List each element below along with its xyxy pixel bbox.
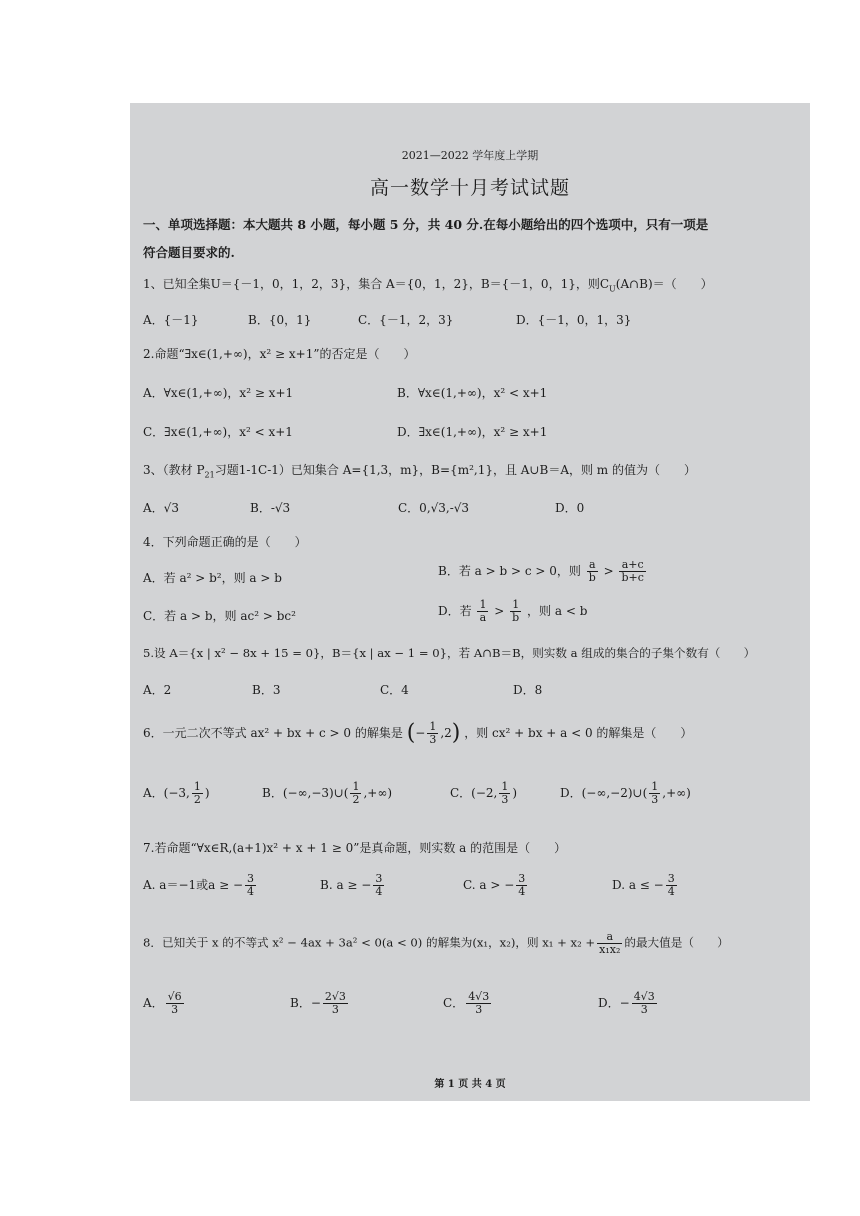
section-instructions-line1: 一、单项选择题：本大题共 8 小题，每小题 5 分，共 40 分.在每小题给出的四个选项中，只有一项是 — [143, 217, 709, 232]
fraction: $\frac{1}{a}$ — [479, 598, 487, 624]
question-6-option-c: C．(−2, $\frac{1}{3}$ ) — [450, 780, 518, 806]
question-3-option-c: C．0,√3,-√3 — [398, 501, 470, 515]
fraction: $\frac{1}{b}$ — [512, 598, 520, 624]
fraction: $\frac{1}{2}$ — [352, 780, 360, 806]
fraction: $\frac{3}{4}$ — [247, 872, 255, 898]
fraction: $\frac{3}{4}$ — [375, 872, 383, 898]
question-1-option-c: C．{－1，2，3} — [358, 313, 454, 327]
fraction: $\frac{1}{3}$ — [501, 780, 509, 806]
question-2-option-d: D．∃x∈(1,+∞)，x² ≥ x+1 — [397, 425, 548, 439]
question-4-option-b: B．若 a > b > c > 0，则 $\frac{a}{b}$ > $\frac{a+c}{b+c}$ — [438, 558, 644, 584]
school-year: 2021—2022 学年度上学期 — [401, 149, 539, 162]
question-4-option-a: A．若 a² > b²，则 a > b — [143, 571, 282, 585]
question-5-option-a: A．2 — [143, 683, 172, 697]
question-1-option-d: D．{－1，0，1，3} — [516, 313, 632, 327]
question-1-option-a: A．{－1} — [143, 313, 199, 327]
question-8-option-c: C． $\frac{4√3}{3}$ — [443, 990, 490, 1016]
question-6-option-b: B．(−∞,−3)∪( $\frac{1}{2}$ ,+∞) — [262, 780, 393, 806]
question-6-option-a: A．(−3, $\frac{1}{2}$ ) — [143, 780, 210, 806]
question-4-stem: 4．下列命题正确的是（ ） — [143, 535, 307, 549]
question-5-option-c: C．4 — [380, 683, 409, 697]
question-3-option-a: A．√3 — [143, 501, 179, 515]
question-1-option-b: B．{0，1} — [248, 313, 312, 327]
question-7-option-c: C. a > − $\frac{3}{4}$ — [463, 872, 526, 898]
question-5-option-d: D．8 — [513, 683, 543, 697]
question-8-stem: 8．已知关于 x 的不等式 x² − 4ax + 3a² < 0(a < 0) 的解集为(x₁，x₂)，则 x₁ + x₂ + $\frac{a}{\text{x₁x₂}}$ 的最大值是（ ） — [143, 930, 729, 956]
question-3-option-b: B．-√3 — [250, 501, 291, 515]
question-8-option-a: A． $\frac{√6}{3}$ — [143, 990, 182, 1016]
question-8-option-d: D．− $\frac{4√3}{3}$ — [598, 990, 655, 1016]
fraction: $\frac{4√3}{3}$ — [468, 990, 490, 1016]
fraction: $\frac{3}{4}$ — [667, 872, 675, 898]
fraction: $\frac{3}{4}$ — [518, 872, 526, 898]
fraction: $\frac{1}{3}$ — [429, 720, 437, 746]
fraction: $\frac{√6}{3}$ — [167, 990, 182, 1016]
fraction: $\frac{a+c}{b+c}$ — [621, 558, 644, 584]
question-1-stem: 1、已知全集U＝{－1，0，1，2，3}，集合 A＝{0，1，2}，B＝{－1，0，1}，则$C_U(A\cap B)=$（ ） — [143, 277, 713, 294]
question-6-option-d: D．(−∞,−2)∪( $\frac{1}{3}$ ,+∞) — [560, 780, 691, 806]
exam-page — [130, 103, 810, 1101]
question-2-stem: 2.命题“∃x∈(1,+∞)，x² ≥ x+1”的否定是（ ） — [143, 347, 416, 361]
question-6-stem: 6．一元二次不等式 ax² + bx + c > 0 的解集是 (− $\frac{1}{3}$ ,2) ，则 cx² + bx + a < 0 的解集是（ ） — [143, 720, 693, 746]
question-3-option-d: D．0 — [555, 501, 585, 515]
question-5-option-b: B．3 — [252, 683, 281, 697]
question-3-stem: 3、（教材 $P_{21}$习题1-1C-1）已知集合 A={1,3，m}，B={m²,1}，且 A∪B＝A，则 m 的值为（ ） — [143, 463, 696, 480]
question-4-option-c: C．若 a > b，则 ac² > bc² — [143, 609, 296, 623]
question-8-option-b: B．− $\frac{2√3}{3}$ — [290, 990, 346, 1016]
question-5-stem: 5.设 A＝{x | x² − 8x + 15 = 0}，B＝{x | ax − 1 = 0}，若 A∩B＝B，则实数 a 组成的集合的子集个数有（ ） — [143, 646, 756, 660]
fraction: $\frac{1}{3}$ — [651, 780, 659, 806]
fraction: $\frac{a}{b}$ — [588, 558, 596, 584]
question-2-option-a: A．∀x∈(1,+∞)，x² ≥ x+1 — [143, 386, 294, 400]
section-instructions-line2: 符合题目要求的. — [143, 245, 235, 260]
question-2-option-b: B．∀x∈(1,+∞)，x² < x+1 — [397, 386, 548, 400]
exam-title: 高一数学十月考试试题 — [369, 177, 570, 199]
question-2-option-c: C．∃x∈(1,+∞)，x² < x+1 — [143, 425, 293, 439]
fraction: $\frac{a}{\text{x₁x₂}}$ — [599, 930, 621, 956]
question-7-option-d: D. a ≤ − $\frac{3}{4}$ — [612, 872, 675, 898]
question-7-stem: 7.若命题“∀x∈R,(a+1)x² + x + 1 ≥ 0”是真命题，则实数 a 的范围是（ ） — [143, 841, 567, 855]
page-number: 第 1 页 共 4 页 — [434, 1079, 506, 1090]
question-7-option-a: A. a＝−1或a ≥ − $\frac{3}{4}$ — [143, 872, 255, 898]
fraction: $\frac{1}{2}$ — [193, 780, 201, 806]
fraction: $\frac{2√3}{3}$ — [324, 990, 346, 1016]
question-7-option-b: B. a ≥ − $\frac{3}{4}$ — [320, 872, 383, 898]
fraction: $\frac{4√3}{3}$ — [633, 990, 655, 1016]
question-4-option-d: D．若 $\frac{1}{a}$ > $\frac{1}{b}$ ，则 a < b — [438, 598, 588, 624]
